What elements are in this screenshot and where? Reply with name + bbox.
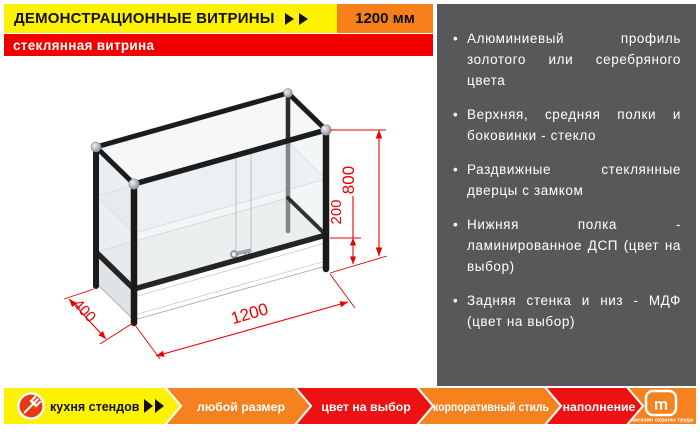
brand-label: кухня стендов — [50, 400, 140, 414]
footer-tag-korporativniy-stil[interactable] — [416, 388, 561, 424]
dim-base-label: 200 — [328, 199, 345, 225]
bullet-marker: • — [453, 217, 459, 232]
tag-label: цвет на выбор — [321, 400, 411, 414]
subtitle-bar: стеклянная витрина — [4, 33, 433, 56]
feature-item — [453, 104, 681, 146]
feature-text: Задняя стенка и низ - МДФ (цвет на выбор) — [467, 293, 681, 329]
footer-nav — [4, 388, 696, 424]
bullet-marker: • — [453, 31, 459, 46]
dim-height-label: 800 — [339, 165, 358, 195]
drawing-area — [4, 56, 433, 386]
footer-ribbon — [4, 388, 696, 424]
page-root — [4, 4, 696, 424]
footer-tag-cvet-na-vybor[interactable] — [294, 388, 433, 424]
tag-label: любой размер — [197, 400, 285, 414]
feature-item — [453, 290, 681, 332]
dim-depth-label: 400 — [69, 295, 100, 326]
left-column — [4, 4, 433, 386]
feature-item — [453, 214, 681, 277]
play-arrow-icon — [285, 13, 294, 25]
feature-item — [453, 28, 681, 91]
feature-text: Алюминиевый профиль золотого или серебряного цвета — [467, 31, 681, 88]
bullet-marker: • — [453, 293, 459, 308]
bullet-marker: • — [453, 107, 459, 122]
size-badge: 1200 мм — [337, 4, 433, 33]
dim-width-label: 1200 — [228, 299, 271, 329]
logo-caption: магазин охраны труда — [630, 417, 694, 424]
fork-icon — [18, 393, 43, 418]
features-panel — [437, 4, 696, 386]
corner-ball-joint — [91, 142, 101, 152]
page-title: ДЕМОНСТРАЦИОННЫЕ ВИТРИНЫ — [14, 10, 275, 27]
header-title-bar — [4, 4, 337, 33]
logo-letter: m — [653, 396, 669, 414]
bullet-marker: • — [453, 162, 459, 177]
corner-ball-joint — [321, 125, 331, 135]
play-arrow-icon — [299, 13, 308, 25]
feature-text: Раздвижные стеклянные дверцы с замком — [467, 162, 681, 198]
footer-brand-segment[interactable] — [4, 388, 181, 424]
feature-item — [453, 159, 681, 201]
tag-label: корпоративный стиль — [433, 400, 550, 414]
showcase-technical-drawing — [4, 56, 433, 386]
corner-ball-joint — [284, 89, 293, 98]
feature-text: Верхняя, средняя полки и боковинки - стекло — [467, 107, 681, 143]
footer-tag-luboy-razmer[interactable] — [164, 388, 311, 424]
tag-label: наполнение — [562, 400, 636, 414]
corner-ball-joint — [129, 179, 139, 189]
feature-text: Нижняя полка - ламинированное ДСП (цвет на выбор) — [467, 217, 681, 274]
header-title-row — [4, 4, 433, 33]
